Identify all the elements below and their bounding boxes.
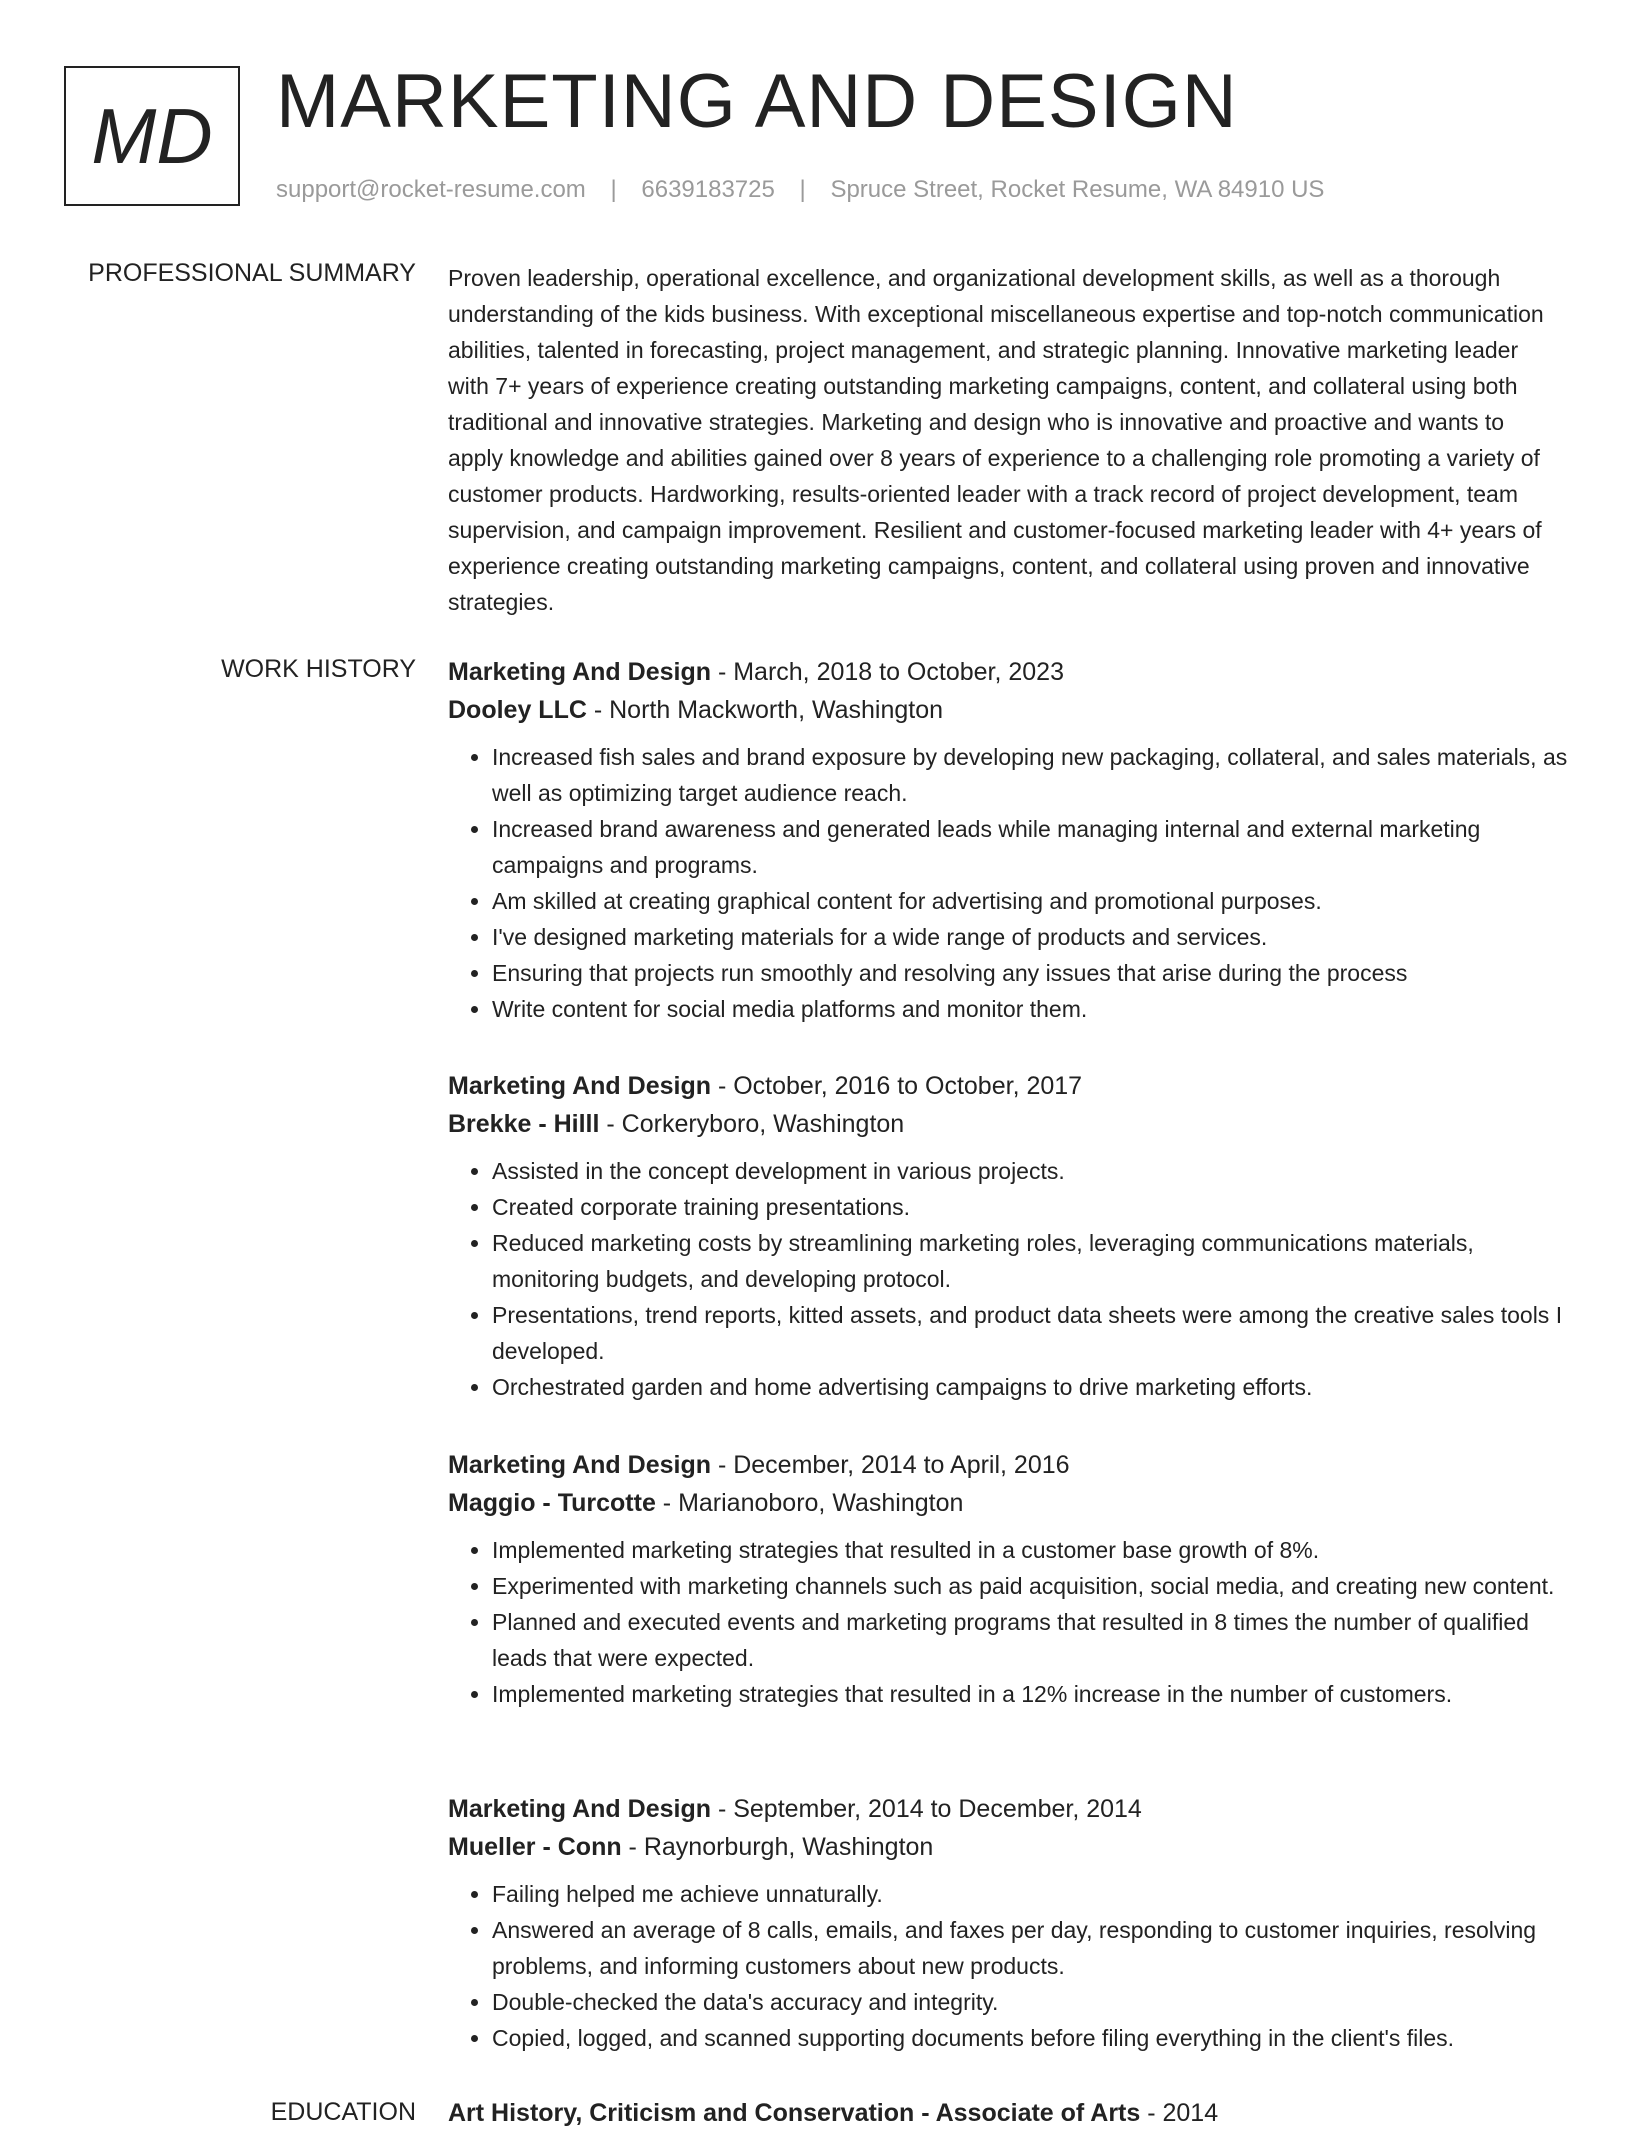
- education-degree: Art History, Criticism and Conservation - Associate of Arts: [448, 2099, 1141, 2127]
- job-title: Marketing And Design: [448, 1072, 711, 1100]
- job-title-line: [448, 653, 1568, 691]
- bullet-item: • Failing helped me achieve unnaturally.: [492, 1876, 1568, 1912]
- job-title: Marketing And Design: [448, 1451, 711, 1479]
- job-dates: - December, 2014 to April, 2016: [711, 1451, 1070, 1479]
- job-company-line: [448, 1828, 1568, 1866]
- job-location: - North Mackworth, Washington: [586, 696, 944, 724]
- job-entry: [448, 1790, 1568, 2056]
- education-entry: [448, 2094, 1568, 2132]
- job-company: Maggio - Turcotte: [448, 1489, 656, 1517]
- bullet-item: • Am skilled at creating graphical content for advertising and promotional purposes.: [492, 883, 1568, 919]
- bullet-item: • Assisted in the concept development in various projects.: [492, 1153, 1568, 1189]
- contact-separator: |: [610, 176, 617, 203]
- job-company-line: [448, 691, 1568, 729]
- page-title: MARKETING AND DESIGN: [276, 59, 1238, 144]
- summary-section-label: PROFESSIONAL SUMMARY: [88, 259, 416, 287]
- bullet-item: • Presentations, trend reports, kitted assets, and product data sheets were among the creative sales tools I developed.: [492, 1297, 1568, 1369]
- monogram-logo: MD: [64, 66, 240, 206]
- job-location: - Marianoboro, Washington: [655, 1489, 964, 1517]
- contact-email: support@rocket-resume.com: [276, 176, 586, 203]
- job-dates: - September, 2014 to December, 2014: [711, 1795, 1142, 1823]
- education-section-label: EDUCATION: [270, 2098, 416, 2126]
- summary-text: Proven leadership, operational excellence, and organizational development skills, as well as a thorough understanding of the kids business. With exceptional miscellaneous expertise and top-notch communication abilities, talented in forecasting, project management, and strategic planning. Innovative marketing leader with 7+ years of experience creating outstanding marketing campaigns, content, and collateral using both traditional and innovative strategies. Marketing and design who is innovative and proactive and wants to apply knowledge and abilities gained over 8 years of experience to a challenging role promoting a variety of customer products. Hardworking, results-oriented leader with a track record of project development, team supervision, and campaign improvement. Resilient and customer-focused marketing leader with 4+ years of experience creating outstanding marketing campaigns, content, and collateral using proven and innovative strategies.: [448, 265, 1544, 615]
- bullet-item: • Created corporate training presentations.: [492, 1189, 1568, 1225]
- bullet-item: • Orchestrated garden and home advertising campaigns to drive marketing efforts.: [492, 1369, 1568, 1405]
- job-bullets: [448, 1532, 1568, 1712]
- work-history-section-label: WORK HISTORY: [221, 655, 416, 683]
- job-title: Marketing And Design: [448, 658, 711, 686]
- education-date: - 2014: [1140, 2099, 1219, 2127]
- job-entry: [448, 1067, 1568, 1405]
- job-dates: - March, 2018 to October, 2023: [711, 658, 1064, 686]
- job-location: - Raynorburgh, Washington: [621, 1833, 934, 1861]
- contact-address: Spruce Street, Rocket Resume, WA 84910 US: [830, 176, 1325, 203]
- contact-separator: |: [799, 176, 806, 203]
- bullet-item: • Experimented with marketing channels such as paid acquisition, social media, and creating new content.: [492, 1568, 1568, 1604]
- bullet-item: • Answered an average of 8 calls, emails, and faxes per day, responding to customer inquiries, resolving problems, and informing customers about new products.: [492, 1912, 1568, 1984]
- bullet-item: • Increased brand awareness and generated leads while managing internal and external marketing campaigns and programs.: [492, 811, 1568, 883]
- job-bullets: [448, 739, 1568, 1027]
- bullet-item: • Reduced marketing costs by streamlining marketing roles, leveraging communications materials, monitoring budgets, and developing protocol.: [492, 1225, 1568, 1297]
- bullet-item: • I've designed marketing materials for a wide range of products and services.: [492, 919, 1568, 955]
- bullet-item: • Increased fish sales and brand exposure by developing new packaging, collateral, and sales materials, as well as optimizing target audience reach.: [492, 739, 1568, 811]
- bullet-item: • Write content for social media platforms and monitor them.: [492, 991, 1568, 1027]
- bullet-item: • Ensuring that projects run smoothly and resolving any issues that arise during the process: [492, 955, 1568, 991]
- job-dates: - October, 2016 to October, 2017: [711, 1072, 1083, 1100]
- job-bullets: [448, 1876, 1568, 2056]
- job-company: Brekke - Hilll: [448, 1110, 600, 1138]
- bullet-item: • Implemented marketing strategies that resulted in a 12% increase in the number of customers.: [492, 1676, 1568, 1712]
- job-entry: [448, 1446, 1568, 1712]
- bullet-item: • Planned and executed events and marketing programs that resulted in 8 times the number of qualified leads that were expected.: [492, 1604, 1568, 1676]
- job-company: Mueller - Conn: [448, 1833, 622, 1861]
- job-title-line: [448, 1446, 1568, 1484]
- job-location: - Corkeryboro, Washington: [599, 1110, 905, 1138]
- education-line: [448, 2094, 1568, 2132]
- job-bullets: [448, 1153, 1568, 1405]
- job-company: Dooley LLC: [448, 696, 587, 724]
- bullet-item: • Double-checked the data's accuracy and integrity.: [492, 1984, 1568, 2020]
- bullet-item: • Copied, logged, and scanned supporting documents before filing everything in the client's files.: [492, 2020, 1568, 2056]
- job-company-line: [448, 1105, 1568, 1143]
- bullet-item: • Implemented marketing strategies that resulted in a customer base growth of 8%.: [492, 1532, 1568, 1568]
- contact-phone: 6639183725: [641, 176, 775, 203]
- job-title-line: [448, 1790, 1568, 1828]
- job-title: Marketing And Design: [448, 1795, 711, 1823]
- job-company-line: [448, 1484, 1568, 1522]
- job-entry: [448, 653, 1568, 1027]
- contact-line: [276, 176, 1324, 204]
- job-title-line: [448, 1067, 1568, 1105]
